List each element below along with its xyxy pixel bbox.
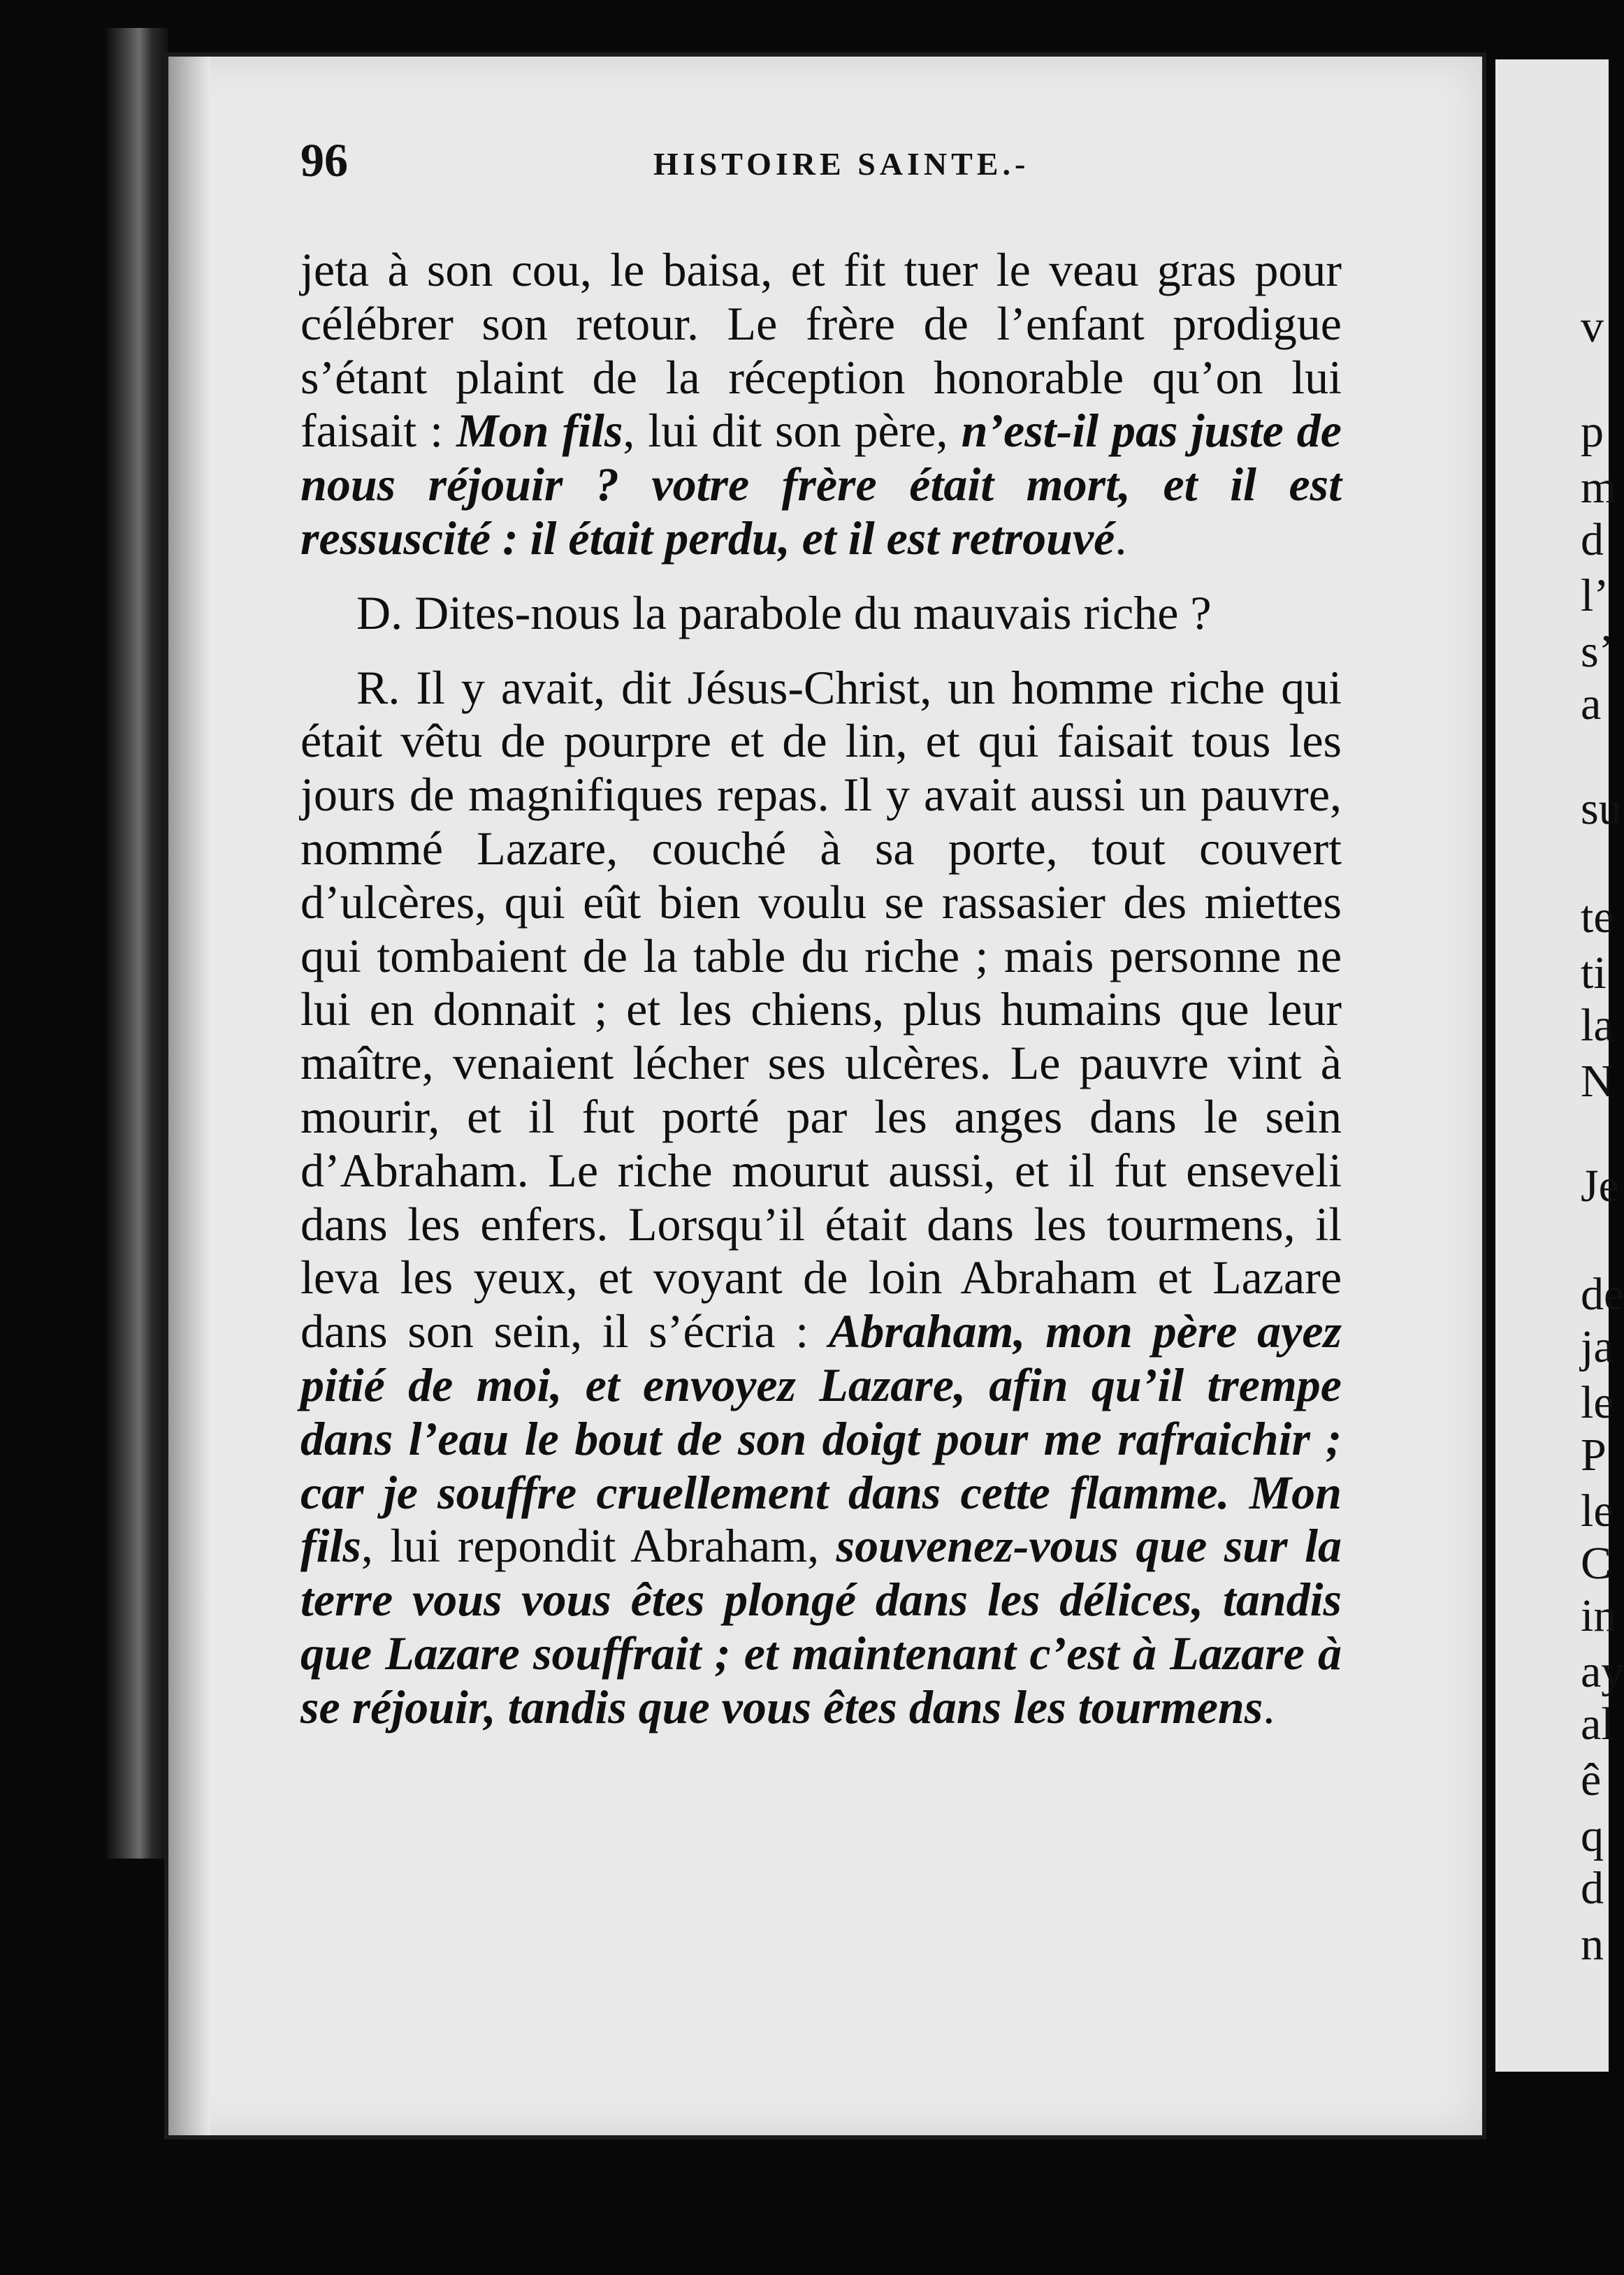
facing-page-fragment: Je bbox=[1581, 1161, 1619, 1212]
facing-page-fragment: P bbox=[1581, 1430, 1607, 1481]
facing-page-fragment: de bbox=[1581, 1269, 1624, 1320]
page-number: 96 bbox=[300, 133, 348, 187]
facing-page-fragment: v bbox=[1581, 301, 1604, 352]
italic-speech: n’est-il pas juste de nous réjouir ? votre frère était mort, et il est ressuscité : il était perdu, et il est retrouvé bbox=[300, 404, 1342, 565]
question-text: D. Dites-nous la parabole du mauvais riche ? bbox=[356, 586, 1212, 639]
facing-page-fragment: in bbox=[1581, 1590, 1617, 1641]
page-gutter-shadow bbox=[168, 57, 210, 2135]
facing-page-fragment: le bbox=[1581, 1377, 1614, 1428]
text-segment: , lui dit son père, bbox=[623, 404, 962, 458]
facing-page-fragment: N bbox=[1581, 1056, 1614, 1107]
italic-speech: Mon fils bbox=[456, 404, 623, 458]
body-text bbox=[300, 243, 1342, 1734]
facing-page-fragment: d bbox=[1581, 1863, 1604, 1914]
facing-page-fragment: l’ bbox=[1581, 570, 1609, 621]
italic-speech: Abraham, mon père ayez pitié de moi, et envoyez Lazare, afin qu’il trempe dans l’eau le bout de son doigt pour me rafraichir ; car je souffre cruellement dans cette flamme. Mon fils bbox=[300, 1304, 1342, 1573]
facing-page-fragment: al bbox=[1581, 1699, 1614, 1750]
facing-page-fragment: la bbox=[1581, 1000, 1614, 1051]
facing-page-fragment: p bbox=[1581, 406, 1604, 457]
facing-page-fragment: le bbox=[1581, 1485, 1614, 1536]
italic-speech: souvenez-vous que sur la terre vous vous êtes plongé dans les délices, tandis que Lazare souffrait ; et maintenant c’est à Lazare à se réjouir, tandis que vous êtes dans les tourmens bbox=[300, 1519, 1342, 1733]
facing-page-fragment: C bbox=[1581, 1538, 1612, 1589]
facing-page-fragment: ja bbox=[1581, 1321, 1614, 1372]
text-segment: , lui repondit Abraham, bbox=[361, 1519, 836, 1573]
facing-page-fragment: n bbox=[1581, 1919, 1604, 1970]
question-paragraph bbox=[300, 586, 1342, 640]
text-segment: jeta à son cou, le baisa, et fit tuer le veau gras pour célébrer son retour. Le frère de l’enfant prodigue s’étant plaint de la réception honorable qu’on lui faisait : bbox=[300, 243, 1342, 458]
text-segment: . bbox=[1263, 1680, 1275, 1733]
facing-page-edge bbox=[1495, 59, 1624, 2072]
facing-page-fragment: ay bbox=[1581, 1646, 1624, 1697]
answer-paragraph bbox=[300, 661, 1342, 1734]
facing-page-fragment: su bbox=[1581, 783, 1622, 834]
text-segment: . bbox=[1115, 511, 1127, 565]
facing-page-fragment: m bbox=[1581, 462, 1617, 513]
facing-page-fragment: d bbox=[1581, 514, 1604, 565]
facing-page-fragment: ê bbox=[1581, 1754, 1602, 1805]
book-binding-edge bbox=[105, 28, 168, 1859]
facing-page-fragment: ti bbox=[1581, 947, 1607, 998]
running-title: HISTOIRE SAINTE.- bbox=[653, 146, 1030, 182]
paragraph-prodigal-son bbox=[300, 243, 1342, 565]
page-header bbox=[300, 133, 1349, 187]
facing-page-fragment: s’ bbox=[1581, 626, 1614, 677]
facing-page-fragment: a bbox=[1581, 678, 1602, 729]
text-segment: R. Il y avait, dit Jésus-Christ, un homme riche qui était vêtu de pourpre et de lin, et qui faisait tous les jours de magnifiques repas. Il y avait aussi un pauvre, nommé Lazare, couché à sa porte, tout couvert d’ulcères, qui eût bien voulu se rassasier des miettes qui tombaient de la table du riche ; mais personne ne lui en donnait ; et les chiens, plus humains que leur maître, venaient lécher ses ulcères. Le pauvre vint à mourir, et il fut porté par les anges dans le sein d’Abraham. Le riche mourut aussi, et il fut enseveli dans les enfers. Lorsqu’il était dans les tourmens, il leva les yeux, et voyant de loin Abraham et Lazare dans son sein, il s’écria : bbox=[300, 660, 1342, 1358]
facing-page-fragment: q bbox=[1581, 1810, 1604, 1861]
facing-page-fragment: te bbox=[1581, 892, 1614, 943]
